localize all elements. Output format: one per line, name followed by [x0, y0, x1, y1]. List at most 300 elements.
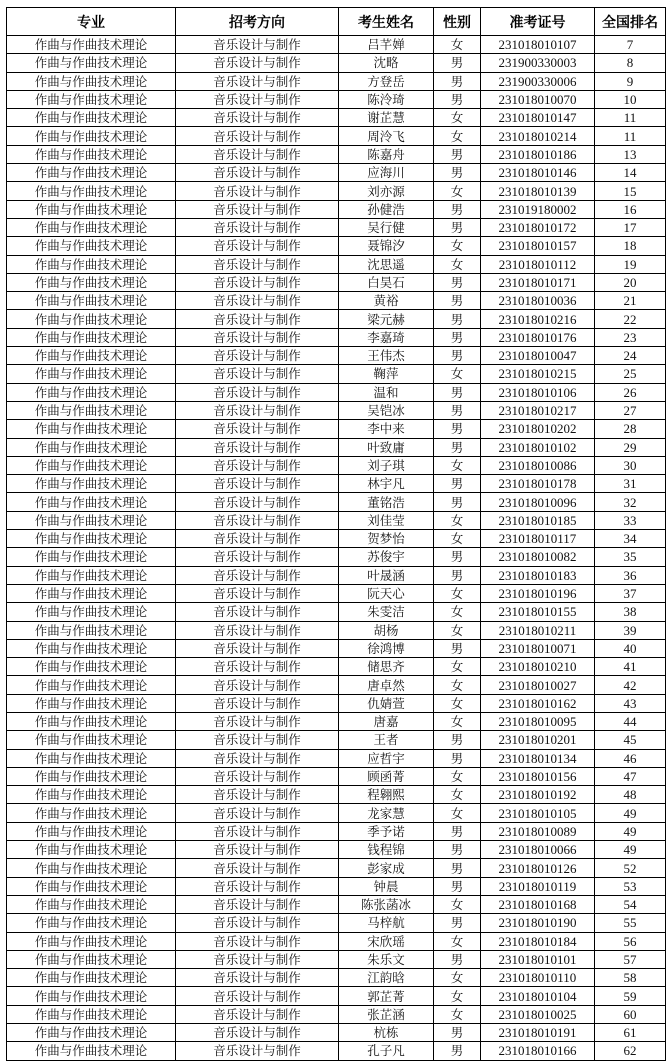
cell-gender: 女: [434, 584, 481, 602]
cell-exam-id: 231018010156: [481, 767, 595, 785]
table-row: [7, 676, 666, 694]
cell-exam-id: 231018010192: [481, 786, 595, 804]
cell-gender: 女: [434, 694, 481, 712]
cell-gender: 男: [434, 475, 481, 493]
cell-direction: 音乐设计与制作: [176, 90, 339, 108]
cell-name: 胡杨: [339, 621, 434, 639]
cell-gender: 男: [434, 877, 481, 895]
cell-direction: 音乐设计与制作: [176, 511, 339, 529]
cell-gender: 女: [434, 804, 481, 822]
cell-name: 聂锦汐: [339, 237, 434, 255]
cell-name: 彭家成: [339, 859, 434, 877]
cell-major: 作曲与作曲技术理论: [7, 822, 176, 840]
cell-major: 作曲与作曲技术理论: [7, 712, 176, 730]
cell-exam-id: 231018010089: [481, 822, 595, 840]
cell-rank: 7: [595, 36, 666, 54]
cell-exam-id: 231018010147: [481, 109, 595, 127]
cell-name: 刘子琪: [339, 456, 434, 474]
cell-name: 王者: [339, 731, 434, 749]
cell-major: 作曲与作曲技术理论: [7, 90, 176, 108]
cell-major: 作曲与作曲技术理论: [7, 639, 176, 657]
cell-rank: 46: [595, 749, 666, 767]
cell-gender: 男: [434, 164, 481, 182]
cell-gender: 女: [434, 182, 481, 200]
cell-exam-id: 231018010086: [481, 456, 595, 474]
cell-major: 作曲与作曲技术理论: [7, 841, 176, 859]
cell-name: 唐卓然: [339, 676, 434, 694]
cell-direction: 音乐设计与制作: [176, 200, 339, 218]
cell-gender: 男: [434, 72, 481, 90]
cell-exam-id: 231900330003: [481, 54, 595, 72]
cell-name: 江韵晗: [339, 969, 434, 987]
cell-name: 鞠萍: [339, 365, 434, 383]
cell-major: 作曲与作曲技术理论: [7, 347, 176, 365]
cell-major: 作曲与作曲技术理论: [7, 548, 176, 566]
cell-name: 龙家慧: [339, 804, 434, 822]
cell-name: 苏俊宇: [339, 548, 434, 566]
cell-name: 沈思遥: [339, 255, 434, 273]
cell-rank: 9: [595, 72, 666, 90]
table-row: [7, 127, 666, 145]
table-row: [7, 347, 666, 365]
cell-exam-id: 231018010183: [481, 566, 595, 584]
cell-rank: 10: [595, 90, 666, 108]
cell-rank: 39: [595, 621, 666, 639]
cell-direction: 音乐设计与制作: [176, 36, 339, 54]
cell-direction: 音乐设计与制作: [176, 639, 339, 657]
cell-name: 徐鸿博: [339, 639, 434, 657]
cell-exam-id: 231018010214: [481, 127, 595, 145]
cell-major: 作曲与作曲技术理论: [7, 767, 176, 785]
cell-direction: 音乐设计与制作: [176, 969, 339, 987]
table-row: [7, 1005, 666, 1023]
cell-major: 作曲与作曲技术理论: [7, 969, 176, 987]
table-row: [7, 511, 666, 529]
cell-name: 刘佳莹: [339, 511, 434, 529]
cell-name: 仇婧萱: [339, 694, 434, 712]
cell-name: 刘亦源: [339, 182, 434, 200]
cell-rank: 61: [595, 1024, 666, 1042]
cell-gender: 女: [434, 712, 481, 730]
cell-major: 作曲与作曲技术理论: [7, 877, 176, 895]
table-row: [7, 1024, 666, 1042]
cell-exam-id: 231900330006: [481, 72, 595, 90]
ranking-sheet: [6, 7, 666, 1061]
cell-name: 叶晟涵: [339, 566, 434, 584]
cell-rank: 47: [595, 767, 666, 785]
cell-name: 温和: [339, 383, 434, 401]
cell-exam-id: 231018010157: [481, 237, 595, 255]
cell-major: 作曲与作曲技术理论: [7, 365, 176, 383]
cell-major: 作曲与作曲技术理论: [7, 475, 176, 493]
table-row: [7, 237, 666, 255]
cell-name: 李嘉琦: [339, 328, 434, 346]
cell-exam-id: 231018010217: [481, 401, 595, 419]
cell-rank: 24: [595, 347, 666, 365]
cell-name: 白昊石: [339, 273, 434, 291]
cell-gender: 女: [434, 932, 481, 950]
cell-exam-id: 231018010155: [481, 603, 595, 621]
table-row: [7, 987, 666, 1005]
cell-major: 作曲与作曲技术理论: [7, 950, 176, 968]
cell-gender: 女: [434, 1005, 481, 1023]
cell-exam-id: 231018010211: [481, 621, 595, 639]
cell-rank: 29: [595, 438, 666, 456]
table-row: [7, 969, 666, 987]
cell-rank: 42: [595, 676, 666, 694]
cell-rank: 25: [595, 365, 666, 383]
cell-major: 作曲与作曲技术理论: [7, 1042, 176, 1060]
cell-major: 作曲与作曲技术理论: [7, 895, 176, 913]
cell-major: 作曲与作曲技术理论: [7, 383, 176, 401]
cell-direction: 音乐设计与制作: [176, 72, 339, 90]
cell-rank: 13: [595, 145, 666, 163]
cell-direction: 音乐设计与制作: [176, 548, 339, 566]
cell-rank: 21: [595, 292, 666, 310]
cell-rank: 60: [595, 1005, 666, 1023]
cell-exam-id: 231018010117: [481, 530, 595, 548]
cell-gender: 男: [434, 841, 481, 859]
table-row: [7, 530, 666, 548]
cell-name: 郭芷菁: [339, 987, 434, 1005]
cell-rank: 26: [595, 383, 666, 401]
cell-name: 唐嘉: [339, 712, 434, 730]
cell-direction: 音乐设计与制作: [176, 54, 339, 72]
cell-exam-id: 231018010101: [481, 950, 595, 968]
cell-gender: 女: [434, 237, 481, 255]
cell-rank: 31: [595, 475, 666, 493]
table-row: [7, 383, 666, 401]
header-gender: 性别: [434, 8, 481, 36]
cell-major: 作曲与作曲技术理论: [7, 401, 176, 419]
cell-gender: 男: [434, 292, 481, 310]
cell-direction: 音乐设计与制作: [176, 1042, 339, 1060]
cell-exam-id: 231018010126: [481, 859, 595, 877]
table-row: [7, 694, 666, 712]
cell-rank: 23: [595, 328, 666, 346]
cell-direction: 音乐设计与制作: [176, 841, 339, 859]
cell-name: 孙健浩: [339, 200, 434, 218]
cell-gender: 女: [434, 786, 481, 804]
cell-name: 阮天心: [339, 584, 434, 602]
cell-direction: 音乐设计与制作: [176, 767, 339, 785]
cell-exam-id: 231018010104: [481, 987, 595, 1005]
cell-rank: 32: [595, 493, 666, 511]
cell-direction: 音乐设计与制作: [176, 292, 339, 310]
cell-direction: 音乐设计与制作: [176, 456, 339, 474]
cell-rank: 41: [595, 658, 666, 676]
cell-exam-id: 231018010210: [481, 658, 595, 676]
cell-direction: 音乐设计与制作: [176, 658, 339, 676]
cell-major: 作曲与作曲技术理论: [7, 804, 176, 822]
cell-name: 应海川: [339, 164, 434, 182]
cell-major: 作曲与作曲技术理论: [7, 859, 176, 877]
cell-name: 沈略: [339, 54, 434, 72]
table-row: [7, 328, 666, 346]
cell-exam-id: 231018010071: [481, 639, 595, 657]
cell-exam-id: 231018010176: [481, 328, 595, 346]
cell-rank: 35: [595, 548, 666, 566]
cell-rank: 49: [595, 804, 666, 822]
table-row: [7, 401, 666, 419]
cell-rank: 53: [595, 877, 666, 895]
ranking-table: [6, 7, 666, 1061]
cell-rank: 48: [595, 786, 666, 804]
cell-gender: 女: [434, 109, 481, 127]
cell-rank: 62: [595, 1042, 666, 1060]
cell-direction: 音乐设计与制作: [176, 438, 339, 456]
table-row: [7, 841, 666, 859]
cell-exam-id: 231018010139: [481, 182, 595, 200]
cell-gender: 男: [434, 218, 481, 236]
table-row: [7, 767, 666, 785]
header-rank: 全国排名: [595, 8, 666, 36]
table-row: [7, 859, 666, 877]
cell-exam-id: 231018010134: [481, 749, 595, 767]
cell-direction: 音乐设计与制作: [176, 859, 339, 877]
table-row: [7, 950, 666, 968]
cell-major: 作曲与作曲技术理论: [7, 72, 176, 90]
cell-exam-id: 231018010047: [481, 347, 595, 365]
cell-name: 钱程锦: [339, 841, 434, 859]
cell-direction: 音乐设计与制作: [176, 145, 339, 163]
cell-rank: 43: [595, 694, 666, 712]
cell-exam-id: 231018010027: [481, 676, 595, 694]
cell-major: 作曲与作曲技术理论: [7, 621, 176, 639]
cell-gender: 男: [434, 822, 481, 840]
header-direction: 招考方向: [176, 8, 339, 36]
cell-name: 董铭浩: [339, 493, 434, 511]
cell-rank: 20: [595, 273, 666, 291]
cell-gender: 女: [434, 603, 481, 621]
cell-name: 谢芷慧: [339, 109, 434, 127]
table-row: [7, 548, 666, 566]
cell-rank: 37: [595, 584, 666, 602]
cell-exam-id: 231018010191: [481, 1024, 595, 1042]
table-row: [7, 621, 666, 639]
cell-gender: 男: [434, 347, 481, 365]
table-row: [7, 365, 666, 383]
cell-name: 林宇凡: [339, 475, 434, 493]
cell-name: 贺梦怡: [339, 530, 434, 548]
cell-major: 作曲与作曲技术理论: [7, 749, 176, 767]
cell-direction: 音乐设计与制作: [176, 749, 339, 767]
cell-major: 作曲与作曲技术理论: [7, 987, 176, 1005]
cell-name: 方登岳: [339, 72, 434, 90]
cell-name: 吴行健: [339, 218, 434, 236]
cell-direction: 音乐设计与制作: [176, 932, 339, 950]
table-row: [7, 90, 666, 108]
cell-rank: 58: [595, 969, 666, 987]
cell-rank: 17: [595, 218, 666, 236]
cell-exam-id: 231018010190: [481, 914, 595, 932]
cell-direction: 音乐设计与制作: [176, 109, 339, 127]
cell-direction: 音乐设计与制作: [176, 347, 339, 365]
cell-major: 作曲与作曲技术理论: [7, 145, 176, 163]
cell-major: 作曲与作曲技术理论: [7, 676, 176, 694]
cell-major: 作曲与作曲技术理论: [7, 420, 176, 438]
cell-major: 作曲与作曲技术理论: [7, 511, 176, 529]
table-row: [7, 438, 666, 456]
cell-name: 宋欣瑶: [339, 932, 434, 950]
cell-name: 季予诺: [339, 822, 434, 840]
cell-direction: 音乐设计与制作: [176, 950, 339, 968]
cell-exam-id: 231018010172: [481, 218, 595, 236]
cell-rank: 40: [595, 639, 666, 657]
cell-exam-id: 231018010025: [481, 1005, 595, 1023]
cell-exam-id: 231018010095: [481, 712, 595, 730]
table-row: [7, 566, 666, 584]
cell-major: 作曲与作曲技术理论: [7, 328, 176, 346]
table-row: [7, 36, 666, 54]
cell-gender: 女: [434, 987, 481, 1005]
cell-exam-id: 231018010082: [481, 548, 595, 566]
cell-name: 李中来: [339, 420, 434, 438]
table-row: [7, 493, 666, 511]
cell-gender: 男: [434, 950, 481, 968]
cell-name: 杭栋: [339, 1024, 434, 1042]
cell-name: 张芷涵: [339, 1005, 434, 1023]
cell-name: 朱乐文: [339, 950, 434, 968]
cell-exam-id: 231018010178: [481, 475, 595, 493]
cell-rank: 49: [595, 822, 666, 840]
cell-rank: 18: [595, 237, 666, 255]
cell-major: 作曲与作曲技术理论: [7, 438, 176, 456]
cell-exam-id: 231018010162: [481, 694, 595, 712]
cell-name: 黄裕: [339, 292, 434, 310]
cell-major: 作曲与作曲技术理论: [7, 1024, 176, 1042]
header-row: [7, 8, 666, 36]
header-exam-id: 准考证号: [481, 8, 595, 36]
cell-major: 作曲与作曲技术理论: [7, 932, 176, 950]
table-row: [7, 72, 666, 90]
cell-name: 陈嘉舟: [339, 145, 434, 163]
cell-direction: 音乐设计与制作: [176, 822, 339, 840]
cell-direction: 音乐设计与制作: [176, 1024, 339, 1042]
cell-major: 作曲与作曲技术理论: [7, 218, 176, 236]
cell-rank: 54: [595, 895, 666, 913]
cell-gender: 女: [434, 767, 481, 785]
cell-rank: 38: [595, 603, 666, 621]
cell-gender: 女: [434, 255, 481, 273]
cell-name: 吴铠冰: [339, 401, 434, 419]
cell-major: 作曲与作曲技术理论: [7, 127, 176, 145]
cell-name: 梁元赫: [339, 310, 434, 328]
cell-direction: 音乐设计与制作: [176, 1005, 339, 1023]
cell-gender: 女: [434, 621, 481, 639]
cell-rank: 33: [595, 511, 666, 529]
cell-rank: 56: [595, 932, 666, 950]
cell-exam-id: 231018010166: [481, 1042, 595, 1060]
cell-direction: 音乐设计与制作: [176, 621, 339, 639]
cell-name: 陈泠琦: [339, 90, 434, 108]
cell-direction: 音乐设计与制作: [176, 365, 339, 383]
cell-exam-id: 231018010036: [481, 292, 595, 310]
table-row: [7, 804, 666, 822]
cell-rank: 44: [595, 712, 666, 730]
cell-exam-id: 231018010105: [481, 804, 595, 822]
cell-direction: 音乐设计与制作: [176, 310, 339, 328]
cell-gender: 男: [434, 1024, 481, 1042]
cell-rank: 45: [595, 731, 666, 749]
cell-name: 叶致庸: [339, 438, 434, 456]
cell-major: 作曲与作曲技术理论: [7, 237, 176, 255]
cell-name: 周泠飞: [339, 127, 434, 145]
cell-exam-id: 231018010202: [481, 420, 595, 438]
cell-gender: 女: [434, 365, 481, 383]
cell-rank: 15: [595, 182, 666, 200]
cell-gender: 男: [434, 420, 481, 438]
cell-name: 孔子凡: [339, 1042, 434, 1060]
cell-major: 作曲与作曲技术理论: [7, 456, 176, 474]
cell-name: 程翱熙: [339, 786, 434, 804]
cell-rank: 36: [595, 566, 666, 584]
cell-gender: 男: [434, 438, 481, 456]
cell-direction: 音乐设计与制作: [176, 237, 339, 255]
cell-major: 作曲与作曲技术理论: [7, 566, 176, 584]
cell-major: 作曲与作曲技术理论: [7, 1005, 176, 1023]
cell-exam-id: 231018010196: [481, 584, 595, 602]
cell-rank: 11: [595, 127, 666, 145]
cell-major: 作曲与作曲技术理论: [7, 182, 176, 200]
cell-gender: 男: [434, 328, 481, 346]
cell-exam-id: 231018010070: [481, 90, 595, 108]
table-row: [7, 200, 666, 218]
cell-name: 朱雯洁: [339, 603, 434, 621]
cell-exam-id: 231018010215: [481, 365, 595, 383]
cell-major: 作曲与作曲技术理论: [7, 493, 176, 511]
cell-exam-id: 231018010106: [481, 383, 595, 401]
cell-gender: 男: [434, 493, 481, 511]
cell-major: 作曲与作曲技术理论: [7, 603, 176, 621]
cell-name: 储思齐: [339, 658, 434, 676]
table-row: [7, 273, 666, 291]
table-row: [7, 603, 666, 621]
cell-direction: 音乐设计与制作: [176, 328, 339, 346]
cell-exam-id: 231018010201: [481, 731, 595, 749]
cell-gender: 女: [434, 36, 481, 54]
cell-direction: 音乐设计与制作: [176, 493, 339, 511]
cell-direction: 音乐设计与制作: [176, 694, 339, 712]
cell-gender: 男: [434, 200, 481, 218]
cell-gender: 男: [434, 54, 481, 72]
cell-gender: 女: [434, 676, 481, 694]
cell-rank: 55: [595, 914, 666, 932]
cell-rank: 19: [595, 255, 666, 273]
cell-gender: 女: [434, 969, 481, 987]
cell-gender: 男: [434, 401, 481, 419]
table-row: [7, 895, 666, 913]
cell-exam-id: 231018010146: [481, 164, 595, 182]
table-row: [7, 54, 666, 72]
cell-direction: 音乐设计与制作: [176, 255, 339, 273]
cell-exam-id: 231018010184: [481, 932, 595, 950]
cell-gender: 女: [434, 511, 481, 529]
table-row: [7, 731, 666, 749]
cell-major: 作曲与作曲技术理论: [7, 164, 176, 182]
cell-rank: 14: [595, 164, 666, 182]
cell-exam-id: 231019180002: [481, 200, 595, 218]
table-row: [7, 877, 666, 895]
cell-direction: 音乐设计与制作: [176, 218, 339, 236]
cell-exam-id: 231018010102: [481, 438, 595, 456]
cell-gender: 男: [434, 731, 481, 749]
cell-major: 作曲与作曲技术理论: [7, 914, 176, 932]
cell-exam-id: 231018010185: [481, 511, 595, 529]
cell-name: 马梓航: [339, 914, 434, 932]
cell-rank: 30: [595, 456, 666, 474]
cell-major: 作曲与作曲技术理论: [7, 786, 176, 804]
